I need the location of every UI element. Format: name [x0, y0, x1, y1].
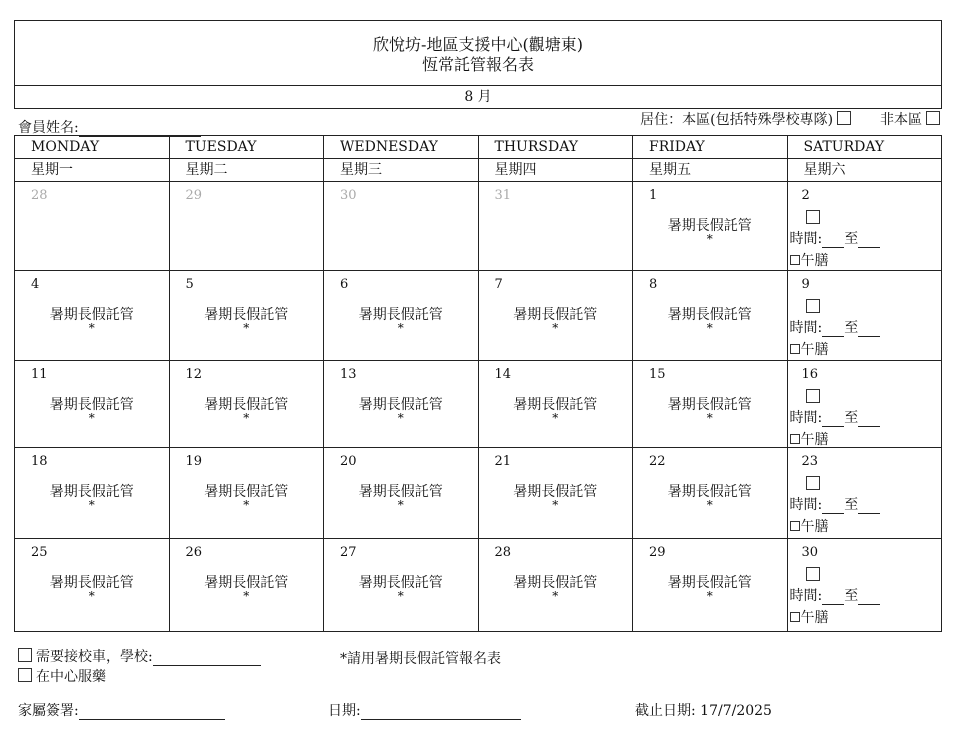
- day-cell: [169, 448, 324, 539]
- weekday-en-header: FRIDAY: [633, 136, 788, 159]
- day-cell: [15, 182, 170, 271]
- service-label: 暑期長假託管: [513, 307, 598, 323]
- summer-care-service[interactable]: [479, 307, 633, 333]
- residence-options: [640, 109, 940, 129]
- lunch-checkbox[interactable]: [790, 521, 800, 531]
- saturday-checkbox[interactable]: [806, 567, 820, 581]
- school-bus-checkbox[interactable]: [18, 648, 32, 662]
- service-label: 暑期長假託管: [204, 484, 289, 500]
- summer-care-service[interactable]: [324, 484, 478, 510]
- date-field[interactable]: [328, 700, 521, 720]
- day-cell: [478, 361, 633, 448]
- service-star: *: [397, 589, 404, 603]
- residence-non-district-label: 非本區: [880, 112, 922, 128]
- service-star: *: [552, 589, 559, 603]
- day-number: 28: [31, 188, 48, 203]
- time-label: 時間:: [789, 320, 823, 336]
- day-cell: [633, 539, 788, 632]
- service-label: 暑期長假託管: [204, 397, 289, 413]
- summer-care-service[interactable]: [633, 307, 787, 333]
- day-number: 14: [494, 367, 512, 382]
- day-number: 30: [340, 188, 357, 203]
- service-label: 暑期長假託管: [667, 397, 752, 413]
- service-label: 暑期長假託管: [49, 575, 134, 591]
- day-cell: [15, 361, 170, 448]
- summer-care-service[interactable]: [170, 397, 324, 423]
- service-star: *: [88, 498, 95, 512]
- day-number: 19: [185, 454, 203, 469]
- day-number: 29: [649, 545, 666, 560]
- service-label: 暑期長假託管: [667, 218, 752, 234]
- lunch-checkbox[interactable]: [790, 612, 800, 622]
- calendar-week-row: [15, 361, 942, 448]
- member-name-label: 會員姓名:: [18, 120, 79, 136]
- residence-district-checkbox[interactable]: [837, 111, 851, 125]
- calendar-week-row: [15, 271, 942, 361]
- saturday-cell: [787, 448, 942, 539]
- member-info-row: [14, 109, 942, 135]
- saturday-cell: [787, 271, 942, 361]
- day-number: 25: [31, 545, 48, 560]
- day-number: 30: [801, 545, 819, 560]
- calendar-table: [14, 135, 942, 632]
- service-label: 暑期長假託管: [358, 307, 443, 323]
- lunch-label: 午膳: [800, 432, 829, 448]
- calendar-week-row: [15, 448, 942, 539]
- date-line[interactable]: [361, 705, 521, 720]
- calendar-week-row: [15, 182, 942, 271]
- day-number: 23: [801, 454, 819, 469]
- day-cell: [169, 182, 324, 271]
- service-star: *: [552, 411, 559, 425]
- deadline-text: 截止日期: 17/7/2025: [635, 703, 772, 719]
- time-label: 時間:: [789, 497, 823, 513]
- lunch-checkbox[interactable]: [790, 344, 800, 354]
- day-number: 7: [494, 277, 503, 292]
- summer-care-service[interactable]: [324, 575, 478, 601]
- summer-care-service[interactable]: [633, 484, 787, 510]
- service-star: *: [243, 498, 250, 512]
- saturday-checkbox[interactable]: [806, 299, 820, 313]
- day-cell: [324, 539, 479, 632]
- day-cell: [633, 361, 788, 448]
- date-label: 日期:: [328, 703, 361, 719]
- service-label: 暑期長假託管: [49, 397, 134, 413]
- time-to-label: 至: [844, 320, 859, 336]
- service-label: 暑期長假託管: [513, 397, 598, 413]
- service-label: 暑期長假託管: [513, 575, 598, 591]
- time-start-line[interactable]: [822, 590, 844, 605]
- time-start-line[interactable]: [822, 412, 844, 427]
- lunch-option[interactable]: [790, 429, 829, 449]
- time-to-label: 至: [844, 410, 859, 426]
- day-number: 13: [340, 367, 357, 382]
- time-label: 時間:: [789, 410, 823, 426]
- parent-signature-label: 家屬簽署:: [18, 703, 79, 719]
- summer-care-service[interactable]: [324, 307, 478, 333]
- saturday-checkbox[interactable]: [806, 210, 820, 224]
- time-range-field[interactable]: [790, 407, 881, 427]
- school-bus-label: 需要接校車，學校:: [36, 649, 153, 665]
- summer-care-service[interactable]: [633, 575, 787, 601]
- lunch-checkbox[interactable]: [790, 255, 800, 265]
- day-cell: [478, 271, 633, 361]
- service-label: 暑期長假託管: [204, 575, 289, 591]
- day-cell: [169, 539, 324, 632]
- form-title: 恆常託管報名表: [421, 55, 534, 74]
- day-cell: [15, 539, 170, 632]
- summer-care-service[interactable]: [479, 484, 633, 510]
- saturday-cell: [787, 182, 942, 271]
- day-number: 31: [494, 188, 512, 203]
- service-star: *: [88, 589, 95, 603]
- form-header: [14, 20, 942, 86]
- summer-care-service[interactable]: [170, 484, 324, 510]
- day-cell: [633, 448, 788, 539]
- summer-care-service[interactable]: [170, 307, 324, 333]
- service-label: 暑期長假託管: [49, 307, 134, 323]
- weekday-zh-header: 星期一: [15, 159, 170, 182]
- day-number: 15: [649, 367, 666, 382]
- summer-care-service[interactable]: [479, 397, 633, 423]
- lunch-label: 午膳: [800, 519, 829, 535]
- time-range-field[interactable]: [790, 585, 881, 605]
- service-label: 暑期長假託管: [358, 575, 443, 591]
- weekday-zh-header: 星期四: [478, 159, 633, 182]
- weekday-en-header: MONDAY: [15, 136, 170, 159]
- day-number: 12: [185, 367, 203, 382]
- lunch-option[interactable]: [790, 607, 829, 627]
- day-number: 28: [494, 545, 512, 560]
- saturday-checkbox[interactable]: [806, 476, 820, 490]
- service-label: 暑期長假託管: [49, 484, 134, 500]
- lunch-option[interactable]: [790, 339, 829, 359]
- summer-care-service[interactable]: [479, 575, 633, 601]
- time-start-line[interactable]: [822, 322, 844, 337]
- day-cell: [15, 271, 170, 361]
- weekday-zh-header: 星期二: [169, 159, 324, 182]
- medication-checkbox[interactable]: [18, 668, 32, 682]
- day-cell: [169, 361, 324, 448]
- calendar-week-row: [15, 539, 942, 632]
- service-star: *: [397, 411, 404, 425]
- time-to-label: 至: [844, 588, 859, 604]
- time-end-line[interactable]: [858, 412, 880, 427]
- service-label: 暑期長假託管: [513, 484, 598, 500]
- service-label: 暑期長假託管: [358, 397, 443, 413]
- day-cell: [169, 271, 324, 361]
- day-number: 26: [185, 545, 203, 560]
- day-cell: [633, 182, 788, 271]
- service-label: 暑期長假託管: [667, 307, 752, 323]
- residence-non-district-checkbox[interactable]: [926, 111, 940, 125]
- parent-signature-field[interactable]: [18, 700, 225, 720]
- service-star: *: [88, 321, 95, 335]
- time-end-line[interactable]: [858, 590, 880, 605]
- service-star: *: [706, 411, 713, 425]
- lunch-label: 午膳: [800, 342, 829, 358]
- day-number: 4: [31, 277, 40, 292]
- saturday-cell: [787, 361, 942, 448]
- service-star: *: [706, 498, 713, 512]
- service-star: *: [706, 232, 713, 246]
- day-number: 21: [494, 454, 512, 469]
- time-range-field[interactable]: [790, 494, 881, 514]
- parent-signature-line[interactable]: [79, 705, 225, 720]
- day-number: 29: [185, 188, 203, 203]
- time-start-line[interactable]: [822, 233, 844, 248]
- lunch-checkbox[interactable]: [790, 434, 800, 444]
- weekday-en-header: THURSDAY: [478, 136, 633, 159]
- summer-care-service[interactable]: [15, 397, 169, 423]
- service-star: *: [243, 321, 250, 335]
- service-star: *: [243, 411, 250, 425]
- day-cell: [324, 182, 479, 271]
- footer-note: *請用暑期長假託管報名表: [340, 651, 501, 667]
- day-cell: [15, 448, 170, 539]
- service-star: *: [706, 589, 713, 603]
- day-cell: [478, 539, 633, 632]
- day-number: 6: [340, 277, 349, 292]
- time-range-field[interactable]: [790, 317, 881, 337]
- service-star: *: [706, 321, 713, 335]
- time-to-label: 至: [844, 497, 859, 513]
- day-cell: [324, 271, 479, 361]
- day-number: 27: [340, 545, 357, 560]
- lunch-option[interactable]: [790, 516, 829, 536]
- time-start-line[interactable]: [822, 499, 844, 514]
- service-label: 暑期長假託管: [667, 484, 752, 500]
- summer-care-service[interactable]: [633, 218, 787, 244]
- weekday-en-header: TUESDAY: [169, 136, 324, 159]
- service-star: *: [397, 498, 404, 512]
- day-number: 9: [801, 277, 810, 292]
- day-number: 2: [801, 188, 810, 203]
- day-number: 5: [185, 277, 194, 292]
- time-end-line[interactable]: [858, 233, 880, 248]
- time-to-label: 至: [844, 231, 859, 247]
- day-cell: [478, 182, 633, 271]
- service-star: *: [552, 321, 559, 335]
- weekday-en-header: WEDNESDAY: [324, 136, 479, 159]
- service-label: 暑期長假託管: [358, 484, 443, 500]
- day-number: 8: [649, 277, 658, 292]
- day-number: 22: [649, 454, 666, 469]
- registration-form: [14, 20, 942, 632]
- day-number: 20: [340, 454, 357, 469]
- saturday-cell: [787, 539, 942, 632]
- summer-care-service[interactable]: [324, 397, 478, 423]
- weekday-zh-header: 星期六: [787, 159, 942, 182]
- day-cell: [478, 448, 633, 539]
- time-end-line[interactable]: [858, 499, 880, 514]
- time-end-line[interactable]: [858, 322, 880, 337]
- service-star: *: [397, 321, 404, 335]
- day-cell: [633, 271, 788, 361]
- time-label: 時間:: [789, 588, 823, 604]
- weekday-en-header: SATURDAY: [787, 136, 942, 159]
- member-name-field[interactable]: [18, 117, 201, 137]
- medication-label: 在中心服藥: [36, 669, 106, 685]
- month-label: 8 月: [14, 86, 942, 109]
- day-cell: [324, 448, 479, 539]
- summer-care-service[interactable]: [15, 484, 169, 510]
- time-range-field[interactable]: [790, 228, 881, 248]
- time-label: 時間:: [789, 231, 823, 247]
- saturday-checkbox[interactable]: [806, 389, 820, 403]
- summer-care-service[interactable]: [15, 307, 169, 333]
- center-name: 欣悅坊-地區支援中心(觀塘東): [373, 35, 583, 54]
- lunch-label: 午膳: [800, 610, 829, 626]
- medication-option[interactable]: [18, 666, 106, 686]
- service-label: 暑期長假託管: [667, 575, 752, 591]
- school-name-line[interactable]: [153, 651, 261, 666]
- summer-care-service[interactable]: [170, 575, 324, 601]
- weekday-zh-header: 星期五: [633, 159, 788, 182]
- summer-care-service[interactable]: [633, 397, 787, 423]
- lunch-label: 午膳: [800, 253, 829, 269]
- school-bus-option[interactable]: [18, 646, 261, 666]
- day-number: 18: [31, 454, 48, 469]
- service-label: 暑期長假託管: [204, 307, 289, 323]
- lunch-option[interactable]: [790, 250, 829, 270]
- day-number: 1: [649, 188, 658, 203]
- day-cell: [324, 361, 479, 448]
- service-star: *: [88, 411, 95, 425]
- residence-district-label: 居住：本區(包括特殊學校專隊): [640, 112, 834, 128]
- service-star: *: [243, 589, 250, 603]
- weekday-zh-header: 星期三: [324, 159, 479, 182]
- day-number: 16: [801, 367, 819, 382]
- service-star: *: [552, 498, 559, 512]
- member-name-line[interactable]: [79, 122, 201, 137]
- summer-care-service[interactable]: [15, 575, 169, 601]
- day-number: 11: [31, 367, 48, 382]
